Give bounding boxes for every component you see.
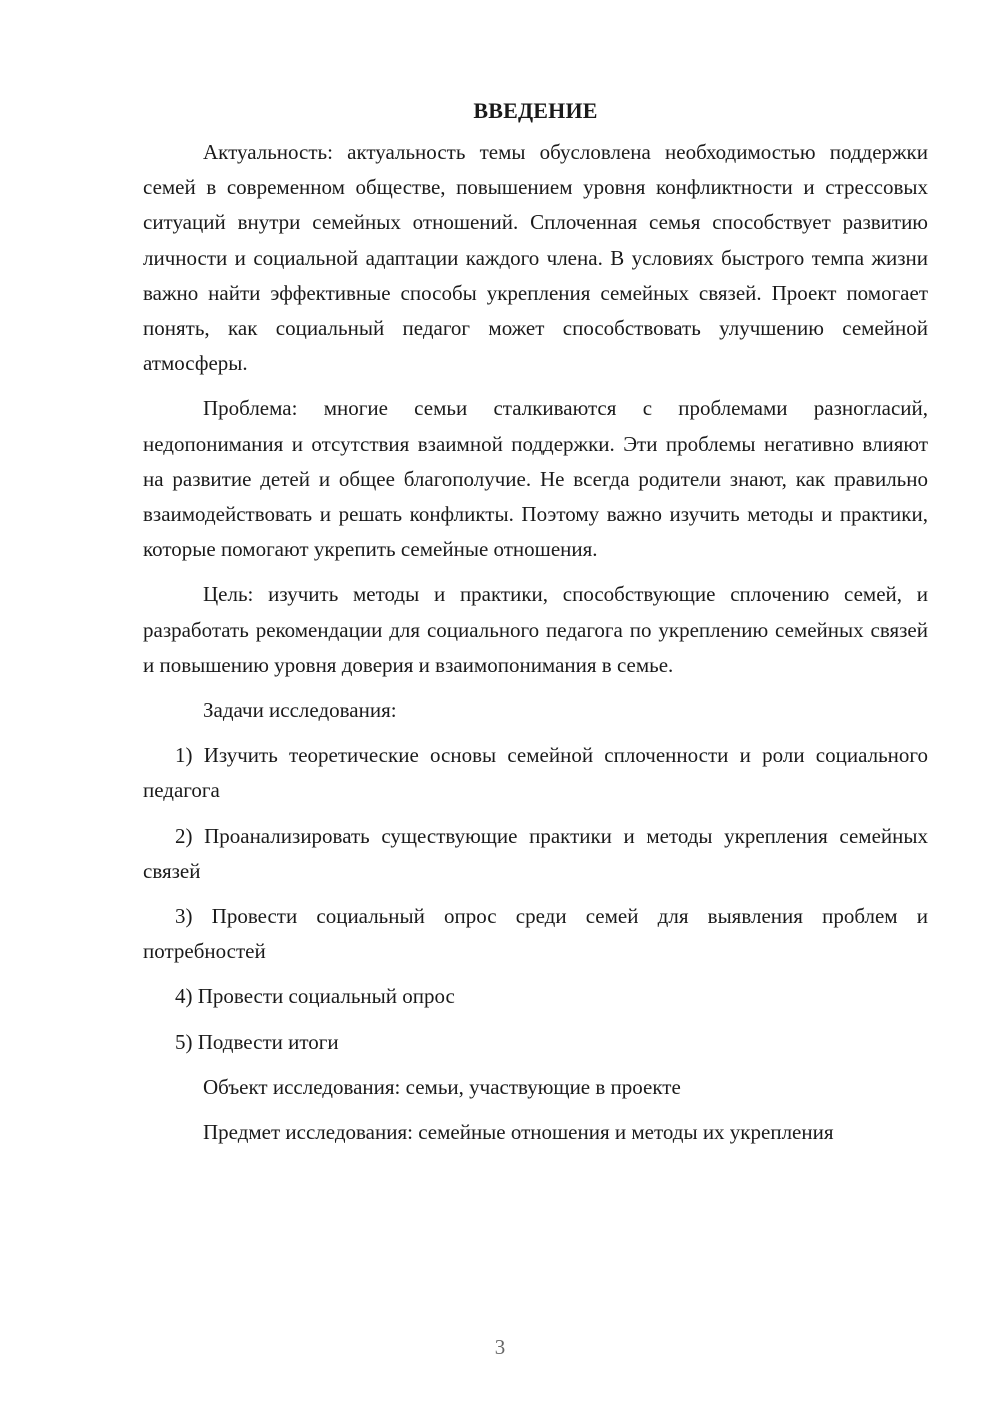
page-number: 3 [494,1335,506,1359]
problem-paragraph: Проблема: многие семьи сталкиваются с проблемами разногласий, недопонимания и отсутствия взаимной поддержки. Эти проблемы негативно влияют на развитие детей и общее благополучие. Не всегда родители знают, как правильно взаимодействовать и решать конфликты. Поэтому важно изучить методы и практики, которые помогают укрепить семейные отношения. [143,396,928,562]
task-item-4: 4) Провести социальный опрос [175,984,455,1009]
task-item-1: 1) Изучить теоретические основы семейной сплоченности и роли социального педагога [143,743,928,803]
object-paragraph: Объект исследования: семьи, участвующие в проекте [203,1074,681,1099]
page-heading: ВВЕДЕНИЕ [473,98,598,123]
tasks-title: Задачи исследования: [203,698,397,723]
task-item-5: 5) Подвести итоги [175,1029,339,1054]
goal-paragraph: Цель: изучить методы и практики, способствующие сплочению семей, и разработать рекомендации для социального педагога по укреплению семейных связей и повышению уровня доверия и взаимопонимания в семье. [143,582,928,677]
subject-paragraph: Предмет исследования: семейные отношения и методы их укрепления [203,1120,834,1145]
task-item-2: 2) Проанализировать существующие практики и методы укрепления семейных связей [143,823,928,883]
document-page [143,95,928,1160]
relevance-paragraph: Актуальность: актуальность темы обусловлена необходимостью поддержки семей в современном обществе, повышением уровня конфликтности и стрессовых ситуаций внутри семейных отношений. Сплоченная семья способствует развитию личности и социальной адаптации каждого члена. В условиях быстрого темпа жизни важно найти эффективные способы укрепления семейных связей. Проект помогает понять, как социальный педагог может способствовать улучшению семейной атмосферы. [143,140,928,376]
task-item-3: 3) Провести социальный опрос среди семей для выявления проблем и потребностей [143,904,928,964]
